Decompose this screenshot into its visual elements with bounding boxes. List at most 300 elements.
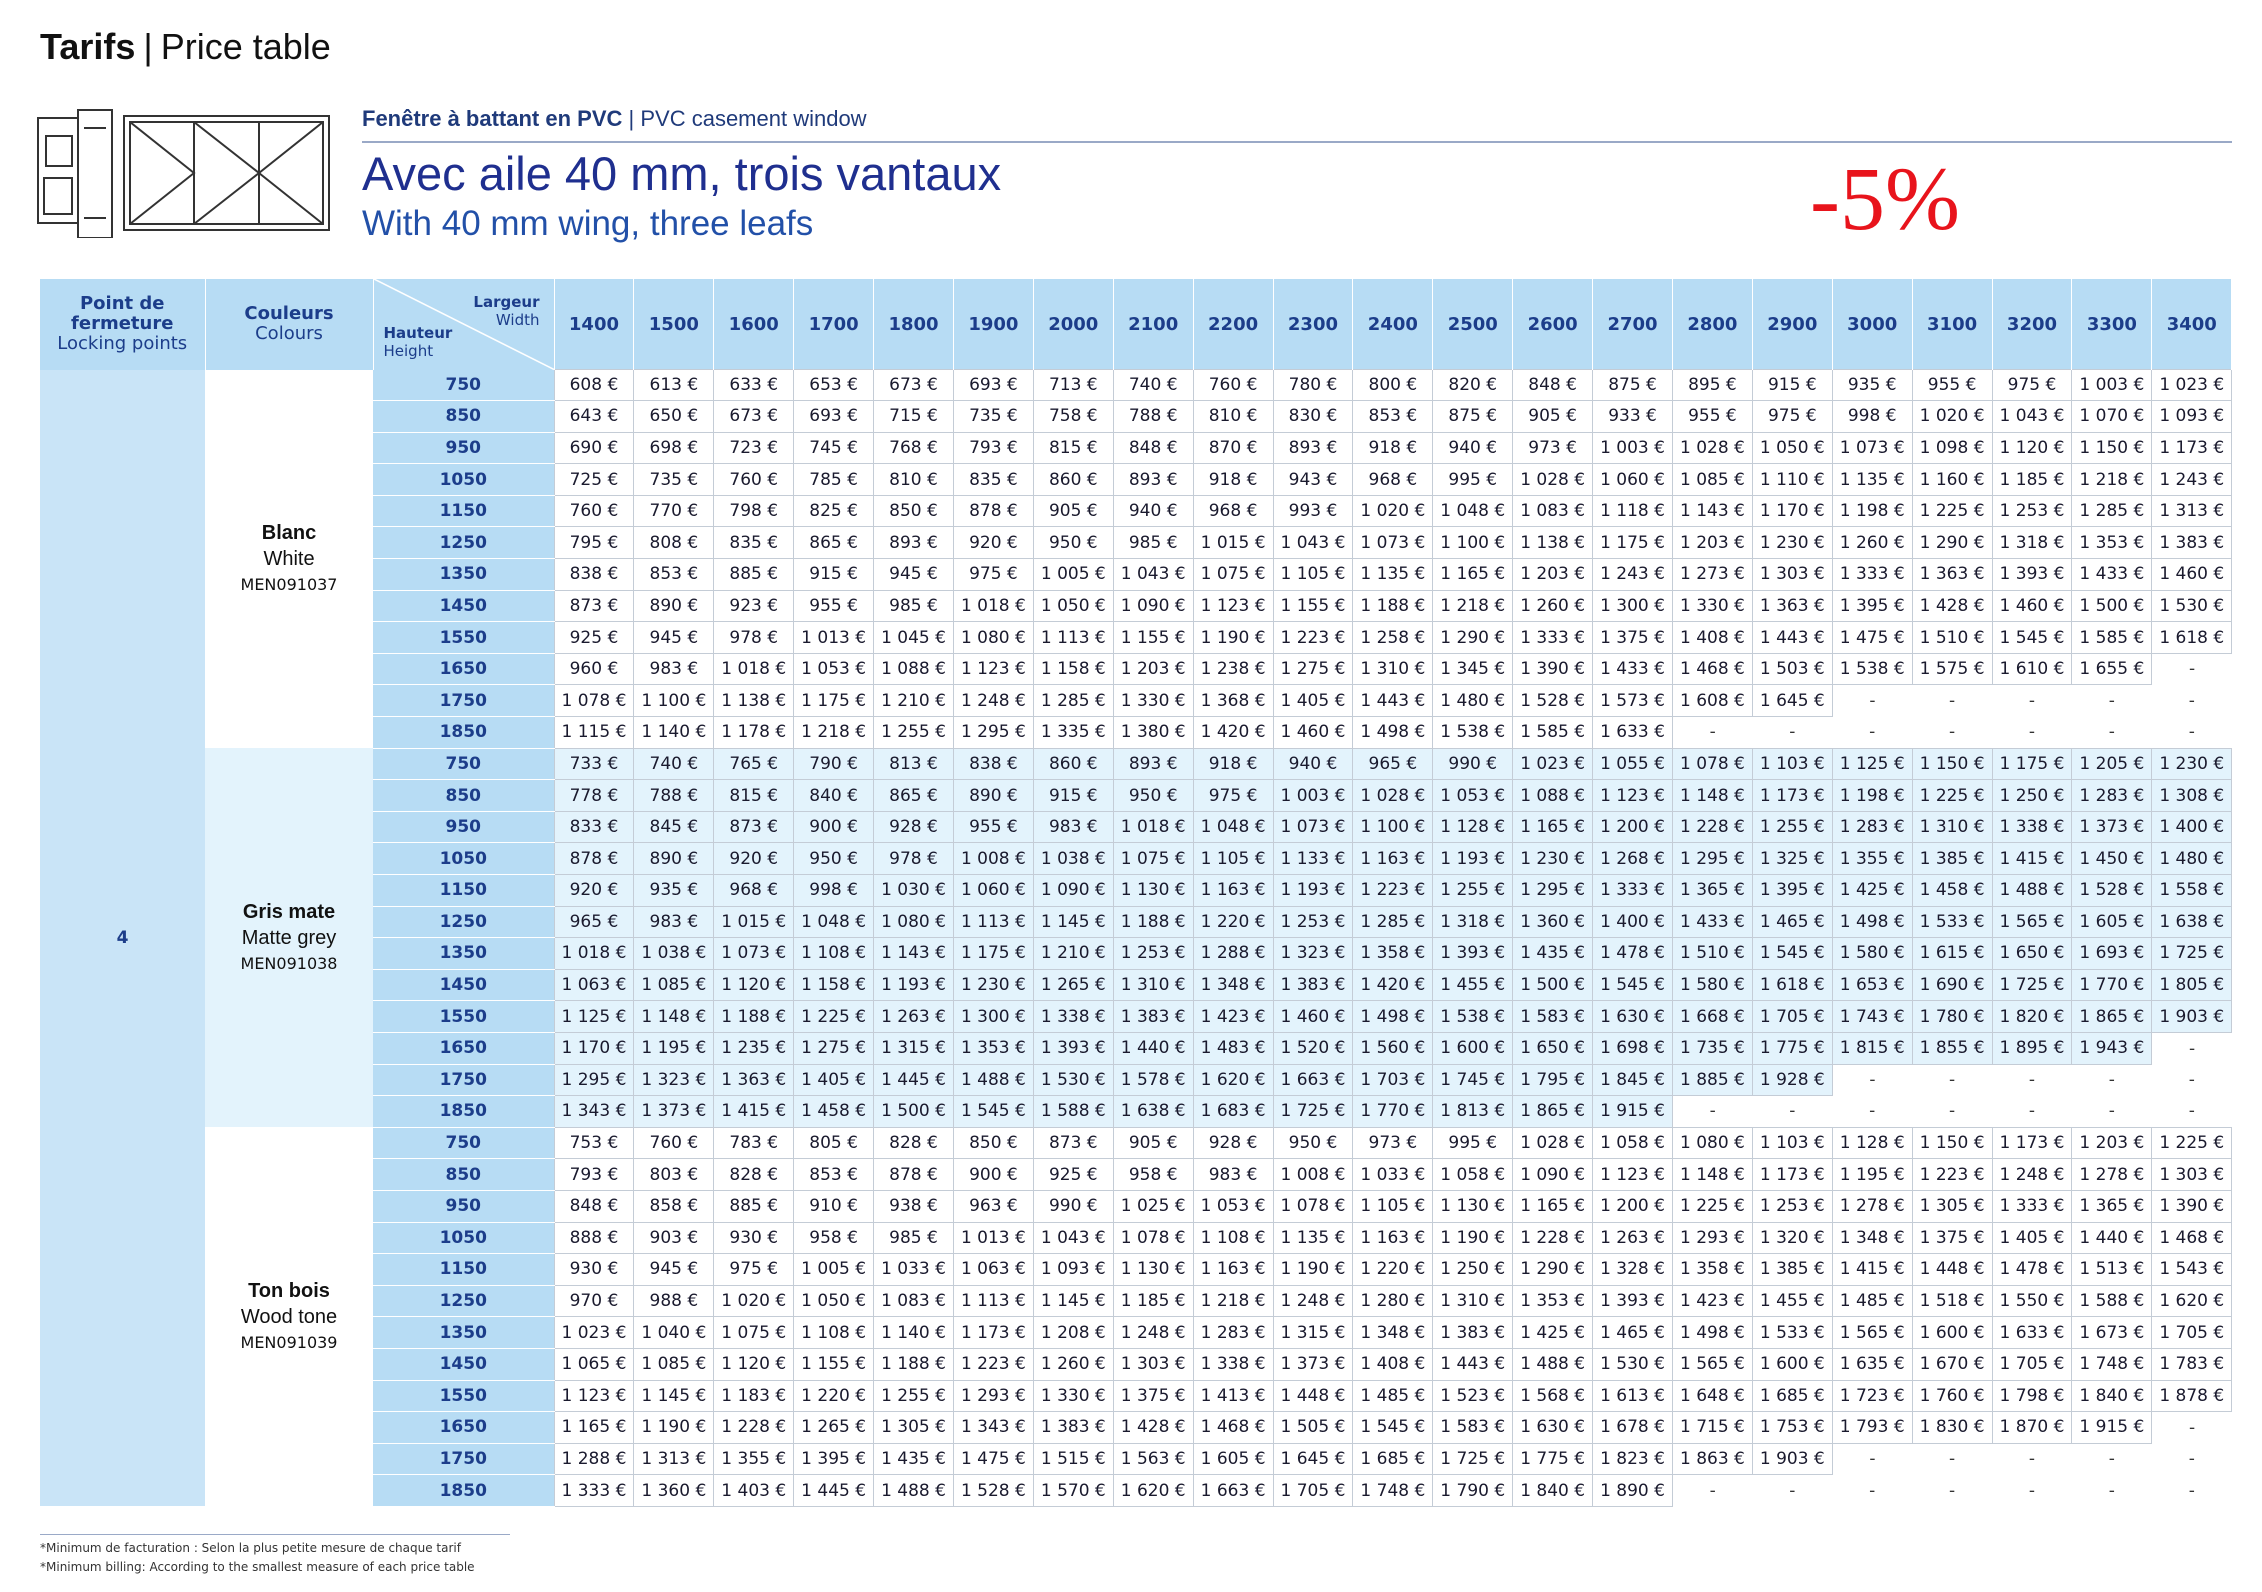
price-cell: 1 498 €	[1353, 717, 1433, 749]
price-cell: 945 €	[874, 559, 954, 591]
price-cell: 893 €	[1113, 464, 1193, 496]
price-cell: 1 220 €	[1193, 906, 1273, 938]
price-cell: 760 €	[634, 1127, 714, 1159]
price-cell: 1 478 €	[1593, 938, 1673, 970]
price-cell: 653 €	[794, 370, 874, 401]
price-cell: 1 050 €	[1033, 590, 1113, 622]
price-cell: 1 390 €	[2152, 1190, 2232, 1222]
price-cell: 1 498 €	[1353, 1001, 1433, 1033]
price-cell: 1 310 €	[1353, 653, 1433, 685]
price-cell: 1 545 €	[953, 1096, 1033, 1128]
price-cell: 793 €	[554, 1159, 634, 1191]
price-cell: 1 690 €	[1912, 969, 1992, 1001]
price-cell: 1 318 €	[1433, 906, 1513, 938]
price-cell: 918 €	[1193, 464, 1273, 496]
price-cell: 983 €	[1033, 811, 1113, 843]
price-cell: 1 285 €	[1353, 906, 1433, 938]
price-cell: 1 100 €	[1433, 527, 1513, 559]
price-cell: 1 223 €	[1353, 875, 1433, 907]
price-cell: 1 333 €	[554, 1475, 634, 1507]
price-cell: 1 110 €	[1752, 464, 1832, 496]
price-cell: 1 140 €	[874, 1317, 954, 1349]
price-cell: 760 €	[554, 495, 634, 527]
price-cell: 1 093 €	[2152, 401, 2232, 433]
height-value: 1750	[373, 685, 554, 717]
price-cell: 1 203 €	[1513, 559, 1593, 591]
price-cell: 1 005 €	[1033, 559, 1113, 591]
price-cell: -	[2108, 1480, 2115, 1501]
height-width-header	[373, 279, 554, 370]
price-cell: 893 €	[1273, 432, 1353, 464]
price-cell: 1 605 €	[2072, 906, 2152, 938]
price-cell: 1 533 €	[1912, 906, 1992, 938]
colour-name-en: Matte grey	[241, 926, 337, 949]
price-cell: 825 €	[794, 495, 874, 527]
price-cell: 1 475 €	[953, 1443, 1033, 1475]
price-cell: 928 €	[874, 811, 954, 843]
price-cell: 998 €	[1832, 401, 1912, 433]
height-value: 1050	[373, 1222, 554, 1254]
price-cell: 930 €	[714, 1222, 794, 1254]
price-cell: 1 023 €	[1513, 748, 1593, 780]
price-cell: 1 550 €	[1992, 1285, 2072, 1317]
price-cell: 975 €	[1193, 780, 1273, 812]
price-cell: 920 €	[953, 527, 1033, 559]
price-cell: 850 €	[874, 495, 954, 527]
price-cell: 1 243 €	[1593, 559, 1673, 591]
price-cell: -	[1709, 722, 1716, 743]
price-cell: 1 645 €	[1273, 1443, 1353, 1475]
price-cell: 1 943 €	[2072, 1032, 2152, 1064]
height-value: 750	[373, 370, 554, 401]
price-cell: 1 705 €	[1752, 1001, 1832, 1033]
price-cell: 1 443 €	[1433, 1348, 1513, 1380]
price-cell: 1 295 €	[554, 1064, 634, 1096]
price-cell: 1 365 €	[2072, 1190, 2152, 1222]
price-cell: -	[1869, 1480, 1876, 1501]
price-cell: 1 790 €	[1433, 1475, 1513, 1507]
price-cell: 1 793 €	[1832, 1412, 1912, 1444]
price-cell: 1 225 €	[1912, 780, 1992, 812]
price-cell: 1 393 €	[1992, 559, 2072, 591]
window-diagram-icon	[34, 108, 334, 238]
price-cell: 1 393 €	[1033, 1032, 1113, 1064]
price-cell: 1 425 €	[1513, 1317, 1593, 1349]
width-header: 2700	[1593, 279, 1673, 370]
price-cell: 1 085 €	[634, 1348, 714, 1380]
price-table	[40, 279, 2232, 1507]
price-cell: 1 248 €	[953, 685, 1033, 717]
price-cell: 1 190 €	[1433, 1222, 1513, 1254]
price-cell: 1 063 €	[953, 1254, 1033, 1286]
width-header: 3400	[2152, 279, 2232, 370]
price-cell: 1 048 €	[1193, 811, 1273, 843]
price-cell: -	[2152, 1064, 2232, 1096]
price-cell: 1 053 €	[1193, 1190, 1273, 1222]
width-header: 1500	[634, 279, 714, 370]
price-cell: 1 600 €	[1433, 1032, 1513, 1064]
price-cell: 1 363 €	[1752, 590, 1832, 622]
height-value: 1650	[373, 1412, 554, 1444]
price-cell: 1 223 €	[953, 1348, 1033, 1380]
price-cell: 1 753 €	[1752, 1412, 1832, 1444]
price-cell: 1 078 €	[1672, 748, 1752, 780]
price-cell: 895 €	[1672, 370, 1752, 401]
price-cell: 1 055 €	[1593, 748, 1673, 780]
price-cell: 1 123 €	[953, 653, 1033, 685]
price-cell: 1 273 €	[1672, 559, 1752, 591]
price-cell: 860 €	[1033, 464, 1113, 496]
height-value: 950	[373, 432, 554, 464]
price-cell: 790 €	[794, 748, 874, 780]
price-cell: 1 253 €	[1752, 1190, 1832, 1222]
price-cell: 1 043 €	[1992, 401, 2072, 433]
price-cell: 1 135 €	[1832, 464, 1912, 496]
price-cell: 1 060 €	[953, 875, 1033, 907]
price-cell: 873 €	[1033, 1127, 1113, 1159]
price-cell: 1 600 €	[1912, 1317, 1992, 1349]
price-cell: 903 €	[634, 1222, 714, 1254]
price-cell: 1 038 €	[1033, 843, 1113, 875]
price-cell: 1 163 €	[1193, 1254, 1273, 1286]
price-cell: 1 230 €	[2152, 748, 2232, 780]
price-cell: 1 190 €	[634, 1412, 714, 1444]
width-header: 2500	[1433, 279, 1513, 370]
price-cell: 1 890 €	[1593, 1475, 1673, 1507]
price-cell: 1 165 €	[1513, 811, 1593, 843]
width-header: 1700	[794, 279, 874, 370]
price-cell: 1 760 €	[1912, 1380, 1992, 1412]
price-cell: 1 230 €	[1513, 843, 1593, 875]
price-cell: 788 €	[1113, 401, 1193, 433]
width-header: 2200	[1193, 279, 1273, 370]
price-cell: 1 330 €	[1033, 1380, 1113, 1412]
footnote-fr: *Minimum de facturation : Selon la plus petite mesure de chaque tarif	[40, 1541, 461, 1555]
price-cell: 973 €	[1513, 432, 1593, 464]
price-cell: 1 073 €	[1353, 527, 1433, 559]
width-header: 2600	[1513, 279, 1593, 370]
price-cell: 1 225 €	[1912, 495, 1992, 527]
price-cell: 993 €	[1273, 495, 1353, 527]
price-cell: 1 385 €	[1752, 1254, 1832, 1286]
price-cell: 1 915 €	[2072, 1412, 2152, 1444]
price-cell: 1 530 €	[1593, 1348, 1673, 1380]
price-cell: 928 €	[1193, 1127, 1273, 1159]
price-cell: 1 353 €	[2072, 527, 2152, 559]
height-value: 1250	[373, 1285, 554, 1317]
price-cell: 1 075 €	[1193, 559, 1273, 591]
price-cell: -	[1992, 1064, 2072, 1096]
price-cell: 650 €	[634, 401, 714, 433]
price-cell: 1 023 €	[554, 1317, 634, 1349]
price-cell: 1 300 €	[953, 1001, 1033, 1033]
price-cell: 1 193 €	[1433, 843, 1513, 875]
price-cell: 1 088 €	[874, 653, 954, 685]
price-cell: 1 065 €	[554, 1348, 634, 1380]
locking-points-header-en: Locking points	[57, 333, 188, 355]
price-cell: 1 143 €	[874, 938, 954, 970]
price-cell: 1 290 €	[1912, 527, 1992, 559]
price-cell: 1 265 €	[1033, 969, 1113, 1001]
price-cell: 1 048 €	[794, 906, 874, 938]
price-cell: 1 560 €	[1353, 1032, 1433, 1064]
price-cell: 1 653 €	[1832, 969, 1912, 1001]
price-cell: 1 600 €	[1752, 1348, 1832, 1380]
price-cell: 1 193 €	[1273, 875, 1353, 907]
price-cell: 1 038 €	[634, 938, 714, 970]
width-header: 3200	[1992, 279, 2072, 370]
price-cell: 853 €	[794, 1159, 874, 1191]
price-cell: 1 928 €	[1752, 1064, 1832, 1096]
price-cell: 900 €	[794, 811, 874, 843]
price-cell: 1 053 €	[794, 653, 874, 685]
price-cell: 740 €	[1113, 370, 1193, 401]
price-cell: 905 €	[1033, 495, 1113, 527]
price-cell: 875 €	[1593, 370, 1673, 401]
price-cell: 1 885 €	[1672, 1064, 1752, 1096]
price-cell: 885 €	[714, 1190, 794, 1222]
height-value: 1550	[373, 1380, 554, 1412]
price-cell: 1 543 €	[2152, 1254, 2232, 1286]
price-cell: 760 €	[1193, 370, 1273, 401]
width-header: 2900	[1752, 279, 1832, 370]
price-cell: 1 123 €	[1193, 590, 1273, 622]
price-cell: 1 108 €	[1193, 1222, 1273, 1254]
price-cell: 1 280 €	[1353, 1285, 1433, 1317]
page-title-rest: Price table	[160, 26, 331, 67]
price-cell: 1 630 €	[1593, 1001, 1673, 1033]
price-cell: 1 480 €	[2152, 843, 2232, 875]
width-header: 2800	[1672, 279, 1752, 370]
price-cell: 1 188 €	[874, 1348, 954, 1380]
price-cell: 1 163 €	[1193, 875, 1273, 907]
price-cell: 850 €	[953, 1127, 1033, 1159]
price-cell: 1 390 €	[1513, 653, 1593, 685]
price-cell: 1 100 €	[1353, 811, 1433, 843]
price-cell: 938 €	[874, 1190, 954, 1222]
price-cell: 893 €	[874, 527, 954, 559]
price-cell: -	[2188, 690, 2195, 711]
price-cell: 1 583 €	[1513, 1001, 1593, 1033]
price-cell: 1 155 €	[794, 1348, 874, 1380]
price-cell: 1 465 €	[1593, 1317, 1673, 1349]
price-cell: 783 €	[714, 1127, 794, 1159]
price-cell: 1 188 €	[714, 1001, 794, 1033]
price-cell: 1 468 €	[1672, 653, 1752, 685]
price-cell: 1 478 €	[1992, 1254, 2072, 1286]
price-cell: 1 405 €	[794, 1064, 874, 1096]
price-cell: 1 355 €	[1832, 843, 1912, 875]
colours-header	[205, 279, 373, 370]
price-cell: 1 220 €	[794, 1380, 874, 1412]
price-cell: 1 373 €	[2072, 811, 2152, 843]
price-cell: 1 175 €	[794, 685, 874, 717]
price-cell: 1 078 €	[1273, 1190, 1353, 1222]
price-cell: 1 705 €	[1273, 1475, 1353, 1507]
price-cell: 1 775 €	[1752, 1032, 1832, 1064]
price-cell: 998 €	[794, 875, 874, 907]
price-cell: 1 203 €	[1672, 527, 1752, 559]
price-cell: 933 €	[1593, 401, 1673, 433]
price-cell: 1 393 €	[1433, 938, 1513, 970]
price-cell: 1 685 €	[1752, 1380, 1832, 1412]
price-cell: 1 770 €	[2072, 969, 2152, 1001]
price-cell: 1 218 €	[1193, 1285, 1273, 1317]
price-cell: 1 705 €	[1992, 1348, 2072, 1380]
price-cell: 1 483 €	[1193, 1032, 1273, 1064]
price-cell: 1 260 €	[1513, 590, 1593, 622]
price-cell: 965 €	[1353, 748, 1433, 780]
price-cell: 950 €	[794, 843, 874, 875]
price-cell: 1 115 €	[554, 717, 634, 749]
price-cell: 798 €	[714, 495, 794, 527]
price-cell: 1 673 €	[2072, 1317, 2152, 1349]
price-cell: 1 830 €	[1912, 1412, 1992, 1444]
colour-name-fr: Blanc	[261, 521, 317, 544]
price-cell: 1 443 €	[1752, 622, 1832, 654]
price-cell: -	[2108, 722, 2115, 743]
colours-header-en: Colours	[255, 323, 323, 345]
price-cell: -	[2188, 1448, 2195, 1469]
price-cell: 1 195 €	[1832, 1159, 1912, 1191]
price-cell: 890 €	[634, 843, 714, 875]
price-cell: 1 150 €	[2072, 432, 2152, 464]
price-cell: 970 €	[554, 1285, 634, 1317]
product-heading-en: With 40 mm wing, three leafs	[362, 204, 814, 243]
price-cell: 925 €	[554, 622, 634, 654]
price-cell: 1 028 €	[1672, 432, 1752, 464]
price-cell: 978 €	[874, 843, 954, 875]
price-cell: 785 €	[794, 464, 874, 496]
width-header: 3300	[2072, 279, 2152, 370]
price-cell: 780 €	[1273, 370, 1353, 401]
price-cell: 1 075 €	[714, 1317, 794, 1349]
price-cell: 1 455 €	[1433, 969, 1513, 1001]
price-cell: 950 €	[1033, 527, 1113, 559]
price-cell: 1 863 €	[1672, 1443, 1752, 1475]
footnote-en: *Minimum billing: According to the smallest measure of each price table	[40, 1560, 475, 1574]
price-cell: 1 313 €	[2152, 495, 2232, 527]
price-cell: 1 440 €	[2072, 1222, 2152, 1254]
price-cell: 1 545 €	[1752, 938, 1832, 970]
price-cell: 1 080 €	[953, 622, 1033, 654]
height-value: 1350	[373, 559, 554, 591]
price-cell: 693 €	[794, 401, 874, 433]
width-header: 3100	[1912, 279, 1992, 370]
price-cell: -	[1912, 1096, 1992, 1128]
price-cell: -	[1869, 1449, 1876, 1470]
price-cell: -	[1789, 722, 1796, 743]
price-cell: 1 073 €	[1273, 811, 1353, 843]
price-cell: 735 €	[634, 464, 714, 496]
price-cell: 930 €	[554, 1254, 634, 1286]
price-cell: 1 018 €	[714, 653, 794, 685]
price-cell: 1 633 €	[1593, 717, 1673, 749]
price-cell: 1 155 €	[1113, 622, 1193, 654]
height-label-fr: Hauteur	[383, 323, 453, 342]
price-cell: 1 395 €	[1752, 875, 1832, 907]
price-cell: 1 435 €	[874, 1443, 954, 1475]
price-cell: 955 €	[1672, 401, 1752, 433]
colour-name-fr: Ton bois	[248, 1279, 330, 1302]
price-cell: 1 190 €	[1193, 622, 1273, 654]
colour-name-en: White	[263, 547, 315, 570]
width-header: 2000	[1033, 279, 1113, 370]
price-cell: 1 655 €	[2072, 653, 2152, 685]
price-cell: 1 225 €	[794, 1001, 874, 1033]
price-cell: 915 €	[1752, 370, 1832, 401]
price-cell: 1 443 €	[1353, 685, 1433, 717]
price-cell: 1 440 €	[1113, 1032, 1193, 1064]
price-cell: 1 283 €	[2072, 780, 2152, 812]
price-cell: 1 275 €	[1273, 653, 1353, 685]
colour-name-fr: Gris mate	[242, 900, 336, 923]
footnote	[40, 1539, 475, 1577]
price-cell: 1 255 €	[1433, 875, 1513, 907]
price-cell: 1 448 €	[1273, 1380, 1353, 1412]
price-cell: 1 488 €	[1513, 1348, 1593, 1380]
price-cell: 1 085 €	[634, 969, 714, 1001]
price-cell: -	[1949, 1480, 1956, 1501]
price-cell: 1 845 €	[1593, 1064, 1673, 1096]
price-cell: 1 538 €	[1433, 717, 1513, 749]
price-cell: 1 230 €	[1752, 527, 1832, 559]
width-label-en: Width	[495, 311, 540, 329]
height-value: 1450	[373, 1348, 554, 1380]
height-value: 950	[373, 811, 554, 843]
price-cell: 1 258 €	[1353, 622, 1433, 654]
price-cell: 1 218 €	[794, 717, 874, 749]
price-cell: -	[1869, 722, 1876, 743]
price-cell: 1 085 €	[1672, 464, 1752, 496]
price-cell: 1 090 €	[1033, 875, 1113, 907]
price-cell: 1 130 €	[1113, 875, 1193, 907]
price-cell: 1 170 €	[554, 1032, 634, 1064]
price-cell: 940 €	[1273, 748, 1353, 780]
locking-points-header-fr: Point de fermeture	[71, 293, 174, 335]
price-cell: 918 €	[1353, 432, 1433, 464]
price-cell: 975 €	[1752, 401, 1832, 433]
price-cell: 1 305 €	[1912, 1190, 1992, 1222]
price-cell: 1 090 €	[1513, 1159, 1593, 1191]
price-cell: 1 060 €	[1593, 464, 1673, 496]
price-cell: 865 €	[794, 527, 874, 559]
price-cell: 860 €	[1033, 748, 1113, 780]
price-cell: 1 253 €	[1113, 938, 1193, 970]
price-cell: 1 043 €	[1033, 1222, 1113, 1254]
price-cell: 723 €	[714, 432, 794, 464]
price-cell: 1 528 €	[1513, 685, 1593, 717]
price-cell: 1 078 €	[1113, 1222, 1193, 1254]
price-cell: 1 375 €	[1593, 622, 1673, 654]
price-cell: 1 170 €	[1752, 495, 1832, 527]
price-cell: 865 €	[874, 780, 954, 812]
price-cell: 983 €	[1193, 1159, 1273, 1191]
price-cell: 1 488 €	[874, 1475, 954, 1507]
price-cell: -	[1832, 1064, 1912, 1096]
price-cell: 1 268 €	[1593, 843, 1673, 875]
height-value: 1150	[373, 875, 554, 907]
price-cell: -	[1672, 1096, 1752, 1128]
price-cell: 1 105 €	[1193, 843, 1273, 875]
table-row	[40, 748, 2232, 780]
height-value: 1550	[373, 622, 554, 654]
price-cell: 978 €	[714, 622, 794, 654]
price-cell: 1 290 €	[1433, 622, 1513, 654]
price-cell: 1 358 €	[1672, 1254, 1752, 1286]
price-cell: -	[2028, 690, 2036, 711]
price-cell: 1 705 €	[2152, 1317, 2232, 1349]
